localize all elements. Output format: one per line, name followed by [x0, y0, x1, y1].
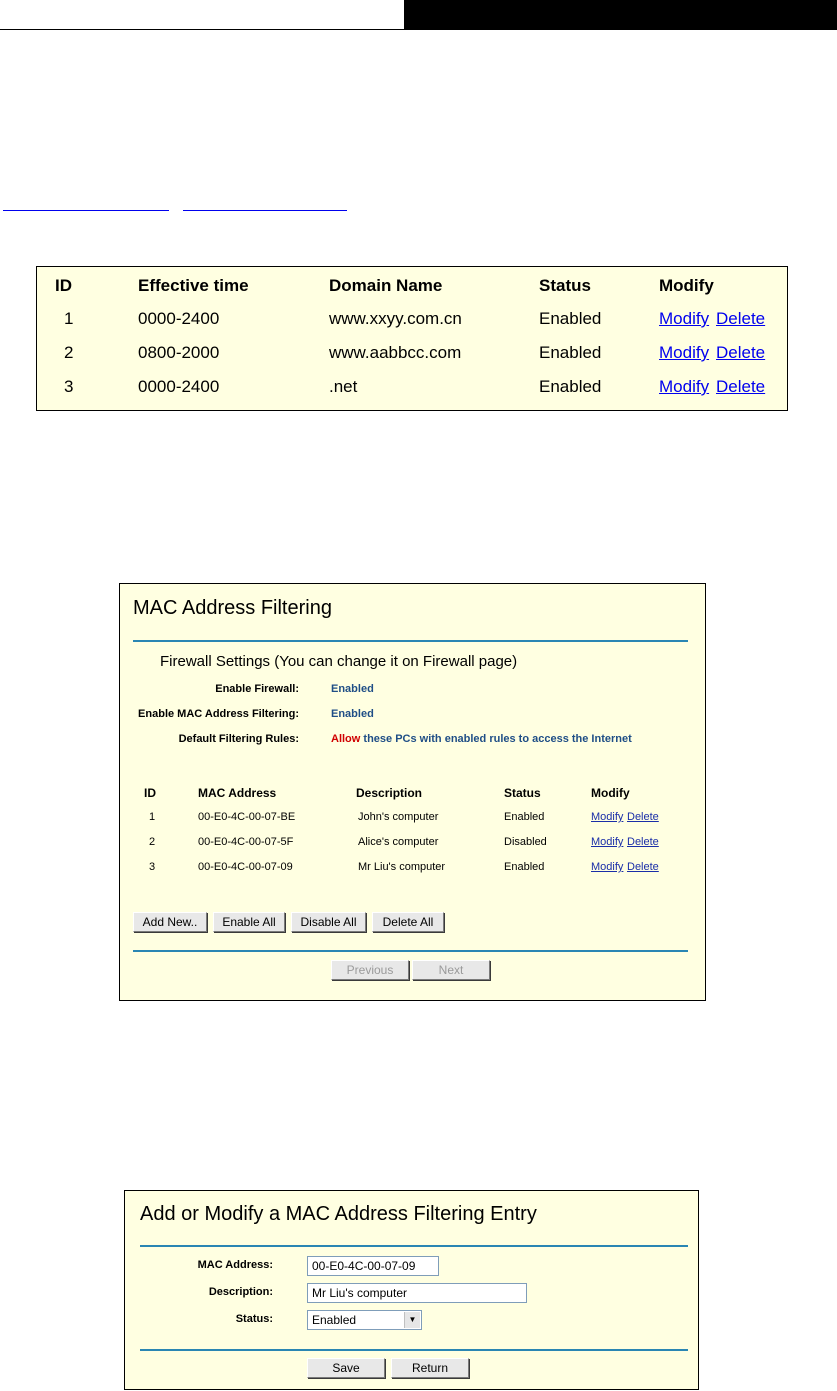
delete-link[interactable]: Delete	[627, 861, 659, 873]
row-status: Enabled	[539, 309, 602, 328]
col-header-status: Status	[504, 786, 541, 800]
status-select[interactable]	[307, 1310, 422, 1330]
col-header-status: Status	[539, 276, 591, 295]
previous-button[interactable]: Previous	[331, 960, 409, 980]
delete-link[interactable]: Delete	[627, 811, 659, 823]
col-header-modify: Modify	[591, 786, 630, 800]
row-id: 2	[64, 343, 74, 362]
modify-link[interactable]: Modify	[659, 309, 710, 328]
disable-all-button[interactable]: Disable All	[291, 912, 366, 932]
row-id: 3	[149, 861, 156, 873]
mac-address-input[interactable]: 00-E0-4C-00-07-09	[307, 1256, 439, 1276]
col-header-modify: Modify	[659, 276, 714, 295]
row-description: John's computer	[358, 811, 439, 823]
row-effective-time: 0800-2000	[138, 343, 220, 362]
row-domain-name: www.xxyy.com.cn	[329, 309, 462, 328]
header-rule	[0, 29, 837, 30]
enable-mac-filtering-value: Enabled	[331, 708, 374, 720]
top-link-2[interactable]	[183, 193, 347, 211]
row-description: Mr Liu's computer	[358, 861, 446, 873]
mac-filtering-panel	[119, 583, 706, 1001]
row-mac-address: 00-E0-4C-00-07-09	[198, 861, 293, 873]
delete-all-button[interactable]: Delete All	[372, 912, 444, 932]
delete-link[interactable]: Delete	[716, 309, 766, 328]
description-label: Description:	[208, 1286, 273, 1298]
modify-link[interactable]: Modify	[591, 811, 624, 823]
modify-link[interactable]: Modify	[591, 836, 624, 848]
enable-all-button[interactable]: Enable All	[213, 912, 285, 932]
modify-link[interactable]: Modify	[659, 343, 710, 362]
page-header-bar	[404, 0, 837, 29]
save-button[interactable]: Save	[307, 1358, 385, 1378]
row-status: Enabled	[539, 343, 602, 362]
status-selected-value: Enabled	[312, 1313, 357, 1327]
col-header-domain-name: Domain Name	[329, 276, 443, 295]
col-header-description: Description	[356, 786, 423, 800]
row-description: Alice's computer	[358, 836, 439, 848]
enable-mac-filtering-label: Enable MAC Address Filtering:	[138, 708, 299, 720]
delete-link[interactable]: Delete	[627, 836, 659, 848]
row-status: Enabled	[539, 377, 602, 396]
col-header-id: ID	[55, 276, 72, 295]
row-id: 3	[64, 377, 74, 396]
mac-address-label: MAC Address:	[197, 1259, 273, 1271]
domain-filter-table	[36, 266, 788, 411]
enable-firewall-label: Enable Firewall:	[215, 683, 299, 695]
row-status: Enabled	[504, 861, 545, 873]
return-button[interactable]: Return	[391, 1358, 469, 1378]
page-title: MAC Address Filtering	[133, 597, 332, 619]
row-mac-address: 00-E0-4C-00-07-5F	[198, 836, 294, 848]
title-divider	[140, 1245, 688, 1247]
col-header-id: ID	[144, 786, 156, 800]
rules-description: these PCs with enabled rules to access the Internet	[363, 733, 632, 745]
bottom-divider	[140, 1349, 688, 1351]
modify-link[interactable]: Modify	[591, 861, 624, 873]
next-button[interactable]: Next	[412, 960, 490, 980]
delete-link[interactable]: Delete	[716, 377, 766, 396]
default-filtering-rules-label: Default Filtering Rules:	[178, 733, 299, 745]
modify-link[interactable]: Modify	[659, 377, 710, 396]
default-filtering-rules-value	[331, 733, 632, 745]
bottom-divider	[133, 950, 688, 952]
firewall-settings-heading: Firewall Settings (You can change it on Firewall page)	[160, 653, 518, 670]
page-title: Add or Modify a MAC Address Filtering Entry	[140, 1203, 537, 1225]
delete-link[interactable]: Delete	[716, 343, 766, 362]
row-status: Disabled	[504, 836, 547, 848]
row-domain-name: www.aabbcc.com	[329, 343, 462, 362]
col-header-effective-time: Effective time	[138, 276, 249, 295]
title-divider	[133, 640, 688, 642]
row-status: Enabled	[504, 811, 545, 823]
row-effective-time: 0000-2400	[138, 377, 220, 396]
row-id: 1	[64, 309, 74, 328]
description-input[interactable]: Mr Liu's computer	[307, 1283, 527, 1303]
allow-text: Allow	[331, 733, 361, 745]
enable-firewall-value: Enabled	[331, 683, 374, 695]
status-label: Status:	[235, 1313, 273, 1325]
top-link-1[interactable]	[3, 193, 169, 211]
col-header-mac-address: MAC Address	[198, 786, 277, 800]
row-mac-address: 00-E0-4C-00-07-BE	[198, 811, 296, 823]
row-effective-time: 0000-2400	[138, 309, 220, 328]
row-domain-name: .net	[329, 377, 358, 396]
row-id: 2	[149, 836, 156, 848]
chevron-down-icon[interactable]: ▼	[404, 1312, 420, 1328]
add-modify-entry-panel	[124, 1190, 699, 1390]
row-id: 1	[149, 811, 156, 823]
add-new-button[interactable]: Add New..	[133, 912, 207, 932]
